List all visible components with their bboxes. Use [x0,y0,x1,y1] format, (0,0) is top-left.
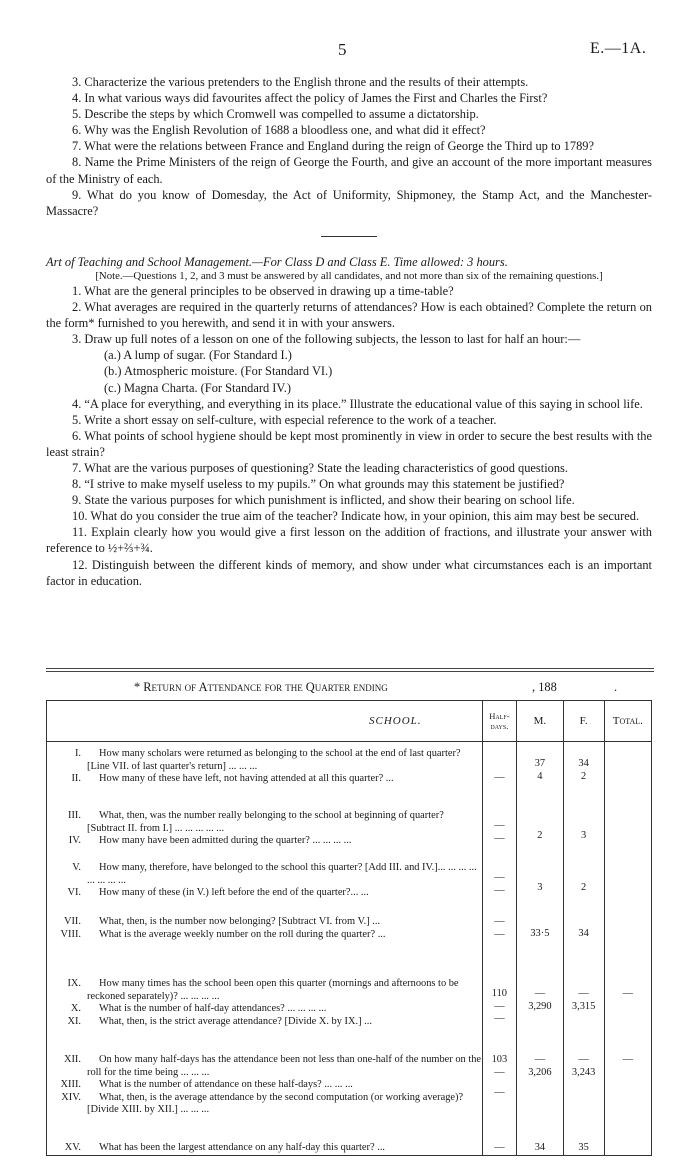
table-row [47,1040,652,1130]
exam-text [46,74,652,589]
lesson-option-b: (b.) Atmospheric moisture. (For Standard VI.) [104,364,333,379]
school-header: SCHOOL. [47,701,483,742]
f-VI: 2 [581,882,587,893]
f-IV: 3 [581,830,587,841]
row-IV: IV. How many have been admitted during the quarter? ... ... ... ... [68,835,352,846]
m-XV: 34 [534,1142,546,1153]
m-XII: — [534,1054,546,1065]
f-I: 34 [578,758,589,769]
lesson-option-c: (c.) Magna Charta. (For Standard IV.) [104,380,291,395]
row-XIII: XIII. What is the number of attendance on these half-days? ... ... ... [60,1079,353,1090]
section-divider [321,236,377,237]
table-row [47,806,652,858]
teaching-question-1: 1. What are the general principles to be observed in drawing up a time-table? [72,283,454,298]
f-VIII: 34 [578,928,589,939]
teaching-question-12: 12. Distinguish between the different kinds of memory, and show under what circumstances each is an important factor in education. [46,557,652,588]
table-row [47,858,652,910]
return-year-dot: . [614,680,618,694]
row-XV: XV. What has been the largest attendance on any half-day this quarter? ... [64,1142,386,1153]
half-days-header: Half-days. [482,701,517,742]
history-question-6: 6. Why was the English Revolution of 1688 a bloodless one, and what did it effect? [72,123,486,138]
table-row [47,966,652,1040]
m-IV: 2 [537,830,543,841]
teaching-question-7: 7. What are the various purposes of questioning? State the leading characteristics of good questions. [72,460,568,475]
female-header: F. [563,701,604,742]
half-days-III: — [494,820,505,831]
history-question-5: 5. Describe the steps by which Cromwell was compelled to assume a dictatorship. [72,107,479,122]
teaching-question-2: 2. What averages are required in the quarterly returns of attendances? How is each obtained? Complete the return on the form* furnished to you herewith, and send it in with your answers. [46,300,652,331]
f-XIII: 3,243 [571,1066,596,1078]
teaching-question-11: 11. Explain clearly how you would give a first lesson on the addition of fractions, and illustrate your answer with reference to ½+⅔+¾. [46,525,652,556]
history-question-8: 8. Name the Prime Ministers of the reign of George the Fourth, and give an account of the more important measures of the Ministry of each. [46,155,652,186]
m-IX: — [534,988,546,999]
row-V: V. How many, therefore, have belonged to the school this quarter? [Add III. and IV.]... ... ... ... ... ... ... ... [72,862,477,886]
half-days-X: — [494,1000,505,1012]
row-I: I. How many scholars were returned as belonging to the school at the end of last quarter? [Line VII. of last quarter's return] ... ... ... [74,748,461,772]
m-II: 4 [537,770,543,782]
f-X: 3,315 [571,1000,596,1012]
half-days-VII: — [494,916,505,927]
table-header-row [47,701,652,742]
row-VIII: VIII. What is the average weekly number on the roll during the quarter? ... [60,928,386,940]
m-I: 37 [534,758,546,769]
male-header: M. [517,701,563,742]
history-question-7: 7. What were the relations between France and England during the reign of George the Third up to 1789? [72,139,594,154]
teaching-question-6: 6. What points of school hygiene should be kept most prominently in view in order to secure the best results with the least strain? [46,428,652,459]
m-XIII: 3,206 [528,1066,552,1078]
total-IX: — [622,988,634,999]
document-reference: E.—1A. [590,40,647,57]
total-header: Total. [604,701,651,742]
attendance-return-table [46,700,652,1156]
f-XII: — [578,1054,589,1065]
table-row [47,910,652,966]
half-days-XI: — [494,1013,505,1024]
table-row [47,742,652,807]
row-X: X. What is the number of half-day attendances? ... ... ... ... [70,1003,327,1014]
return-separator-bottom [46,671,654,672]
row-VI: VI. How many of these (in V.) left before the end of the quarter?... ... [67,887,369,898]
half-days-VI: — [494,884,505,896]
return-title-text: * Return of Attendance for the Quarter ending [134,680,388,694]
page-number: 5 [338,40,347,59]
f-XV: 35 [578,1142,589,1153]
section-heading: Art of Teaching and School Management.—For Class D and Class E. Time allowed: 3 hours. [46,254,508,269]
history-question-9: 9. What do you know of Domesday, the Act of Uniformity, Shipmoney, the Stamp Act, and the Manchester-Massacre? [46,187,652,218]
half-days-IV: — [494,832,505,844]
teaching-question-5: 5. Write a short essay on self-culture, with especial reference to the work of a teacher. [72,412,497,427]
table-row [47,1130,652,1155]
lesson-option-a: (a.) A lump of sugar. (For Standard I.) [104,348,292,363]
total-XII: — [622,1054,634,1065]
m-VIII: 33·5 [530,928,550,939]
teaching-question-4: 4. “A place for everything, and everything in its place.” Illustrate the educational value of this saying in school life. [72,396,643,411]
row-XII: XII. On how many half-days has the attendance been not less than one-half of the number on the roll for the time being ... ... ... [63,1054,482,1078]
row-II: II. How many of these have left, not having attended at all this quarter? ... [71,773,394,784]
history-question-3: 3. Characterize the various pretenders to the English throne and the results of their attempts. [72,75,529,89]
return-separator-top [46,668,654,669]
section-note: [Note.—Questions 1, 2, and 3 must be answered by all candidates, and not more than six of the remaining questions.] [95,269,603,282]
half-days-II: — [494,772,505,783]
row-IX: IX. How many times has the school been open this quarter (mornings and afternoons to be reckoned separately)? ... ... ... ... [67,978,459,1002]
half-days-IX: 110 [491,988,507,999]
half-days-XV: — [494,1142,505,1153]
row-XI: XI. What, then, is the strict average attendance? [Divide X. by IX.] ... [67,1015,372,1027]
half-days-V: — [494,872,505,883]
half-days-XIII: — [494,1066,505,1078]
m-X: 3,290 [528,1000,552,1012]
half-days-VIII: — [494,928,505,940]
half-days-XII: 103 [491,1054,508,1065]
row-XIV: XIV. What, then, is the average attendance by the second computation (or working average)? [Divide XIII. by XII.] ... ... ... [61,1091,464,1115]
row-VII: VII. What, then, is the number now belonging? [Subtract VI. from V.] ... [63,916,381,927]
return-year: , 188 [532,680,557,694]
history-question-4: 4. In what various ways did favourites affect the policy of James the First and Charles the First? [72,91,548,106]
half-days-XIV: — [494,1087,505,1098]
m-VI: 3 [537,882,543,893]
f-IX: — [578,988,589,999]
teaching-question-3: 3. Draw up full notes of a lesson on one of the following subjects, the lesson to last for half an hour:— [72,332,581,347]
row-III: III. What, then, was the number really belonging to the school at beginning of quarter? [Subtract II. from I.] ... ... ... ... ... [68,810,444,834]
teaching-question-9: 9. State the various purposes for which punishment is inflicted, and show their bearing on school life. [72,493,575,508]
teaching-question-8: 8. “I strive to make myself useless to my pupils.” On what grounds may this statement be justified? [72,477,565,492]
teaching-question-10: 10. What do you consider the true aim of the teacher? Indicate how, in your opinion, this aim may best be secured. [72,509,640,524]
f-II: 2 [581,770,587,782]
